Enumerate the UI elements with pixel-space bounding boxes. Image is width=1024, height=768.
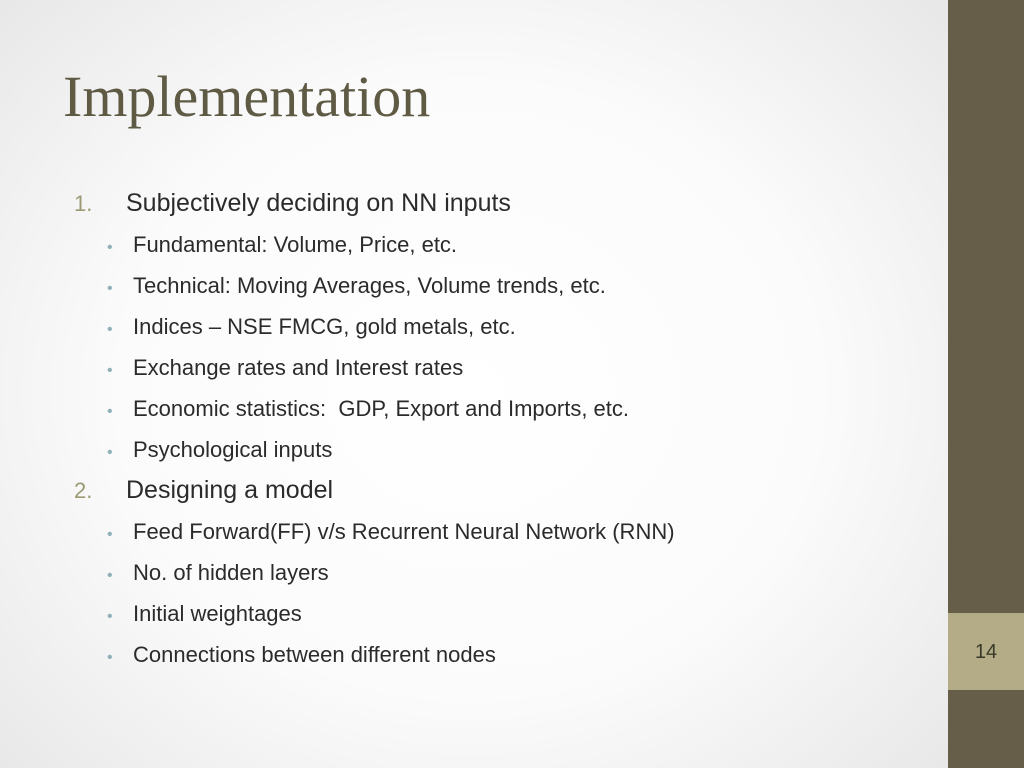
list-item	[74, 634, 934, 675]
list-item-text: Fundamental: Volume, Price, etc.	[133, 232, 458, 257]
bullet-icon: •	[107, 444, 113, 461]
list-item	[74, 265, 934, 306]
list-item-text: Connections between different nodes	[133, 642, 496, 667]
list-item	[74, 347, 934, 388]
list-item-text: Economic statistics: GDP, Export and Imports, etc.	[133, 396, 629, 421]
list-item-text: Psychological inputs	[133, 437, 333, 462]
bullet-list	[74, 224, 934, 470]
section-inputs	[74, 183, 934, 470]
bullet-icon: •	[107, 239, 113, 256]
section-heading	[74, 183, 934, 224]
list-item	[74, 552, 934, 593]
list-item	[74, 306, 934, 347]
section-heading	[74, 470, 934, 511]
list-item	[74, 224, 934, 265]
section-heading-text: Subjectively deciding on NN inputs	[126, 189, 511, 217]
bullet-icon: •	[107, 608, 113, 625]
slide-title: Implementation	[63, 64, 431, 129]
list-item-text: No. of hidden layers	[133, 560, 329, 585]
list-item-text: Exchange rates and Interest rates	[133, 355, 464, 380]
page-number: 14	[974, 641, 998, 663]
bullet-list	[74, 511, 934, 675]
bullet-icon: •	[107, 403, 113, 420]
list-item	[74, 388, 934, 429]
bullet-icon: •	[107, 362, 113, 379]
section-number: 1.	[74, 191, 93, 216]
section-number: 2.	[74, 478, 93, 503]
list-item-text: Initial weightages	[133, 601, 302, 626]
bullet-icon: •	[107, 567, 113, 584]
page-number-box	[948, 613, 1024, 690]
list-item-text: Feed Forward(FF) v/s Recurrent Neural Network (RNN)	[133, 519, 675, 544]
slide-content	[74, 183, 934, 675]
bullet-icon: •	[107, 280, 113, 297]
section-model	[74, 470, 934, 675]
section-heading-text: Designing a model	[126, 476, 334, 504]
bullet-icon: •	[107, 526, 113, 543]
list-item-text: Technical: Moving Averages, Volume trends, etc.	[133, 273, 606, 298]
list-item	[74, 429, 934, 470]
list-item	[74, 593, 934, 634]
bullet-icon: •	[107, 649, 113, 666]
bullet-icon: •	[107, 321, 113, 338]
list-item	[74, 511, 934, 552]
list-item-text: Indices – NSE FMCG, gold metals, etc.	[133, 314, 516, 339]
